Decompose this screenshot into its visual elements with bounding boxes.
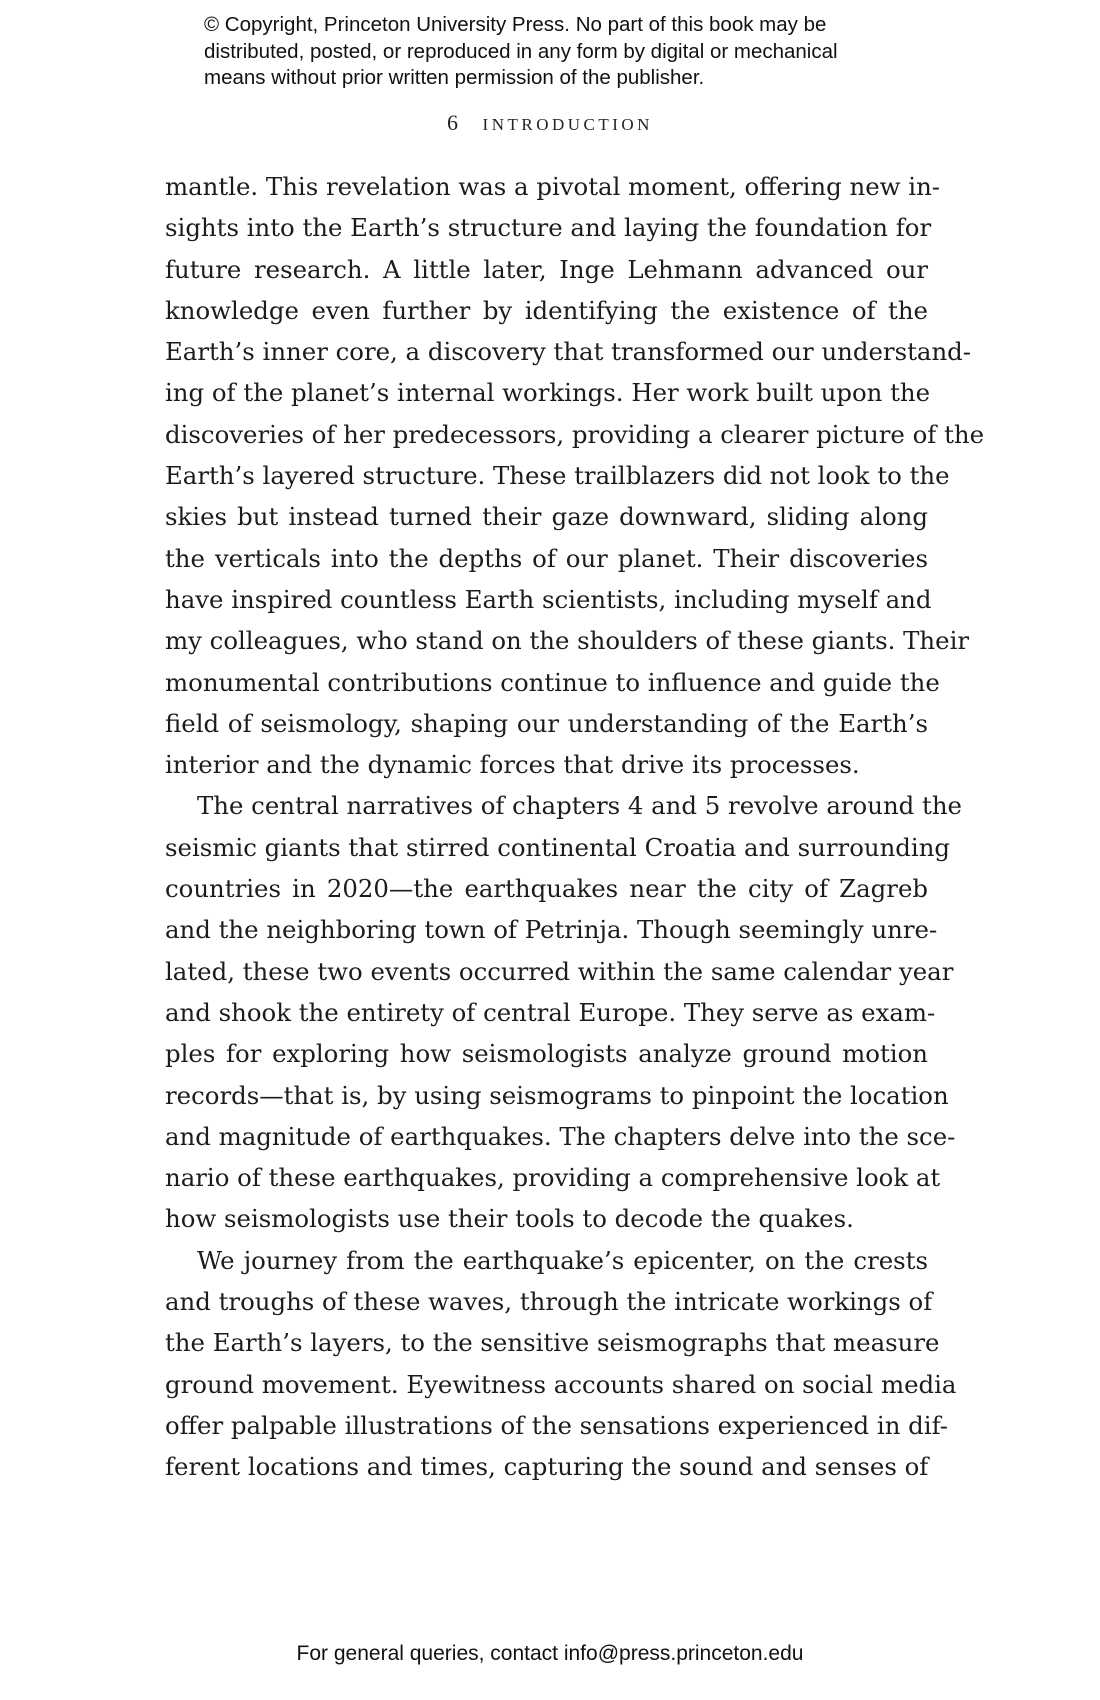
text-line: ing of the planet’s internal workings. Her work built upon the	[165, 378, 931, 408]
text-line: future research. A little later, Inge Lehmann advanced our	[165, 254, 928, 284]
text-line: offer palpable illustrations of the sensations experienced in dif-	[165, 1410, 948, 1440]
text-line: have inspired countless Earth scientists, including myself and	[165, 584, 932, 614]
text-line: lated, these two events occurred within the same calendar year	[165, 956, 954, 986]
text-line: The central narratives of chapters 4 and 5 revolve around the	[197, 791, 962, 821]
text-line: discoveries of her predecessors, providing a clearer picture of the	[165, 419, 985, 449]
text-line: and the neighboring town of Petrinja. Though seemingly unre-	[165, 915, 938, 945]
text-line: Earth’s inner core, a discovery that transformed our understand-	[165, 337, 972, 367]
text-line: skies but instead turned their gaze downward, sliding along	[165, 502, 928, 532]
text-line: monumental contributions continue to influence and guide the	[165, 667, 940, 697]
page-number: 6	[447, 110, 459, 135]
copyright-line: means without prior written permission of the publisher.	[204, 66, 705, 89]
copyright-line: distributed, posted, or reproduced in any form by digital or mechanical	[204, 39, 838, 63]
text-line: We journey from the earthquake’s epicenter, on the crests	[197, 1245, 928, 1275]
footer-contact: For general queries, contact info@press.princeton.edu	[296, 1642, 804, 1665]
text-line: seismic giants that stirred continental Croatia and surrounding	[165, 832, 951, 862]
running-head	[0, 110, 1100, 137]
text-line: interior and the dynamic forces that drive its processes.	[165, 750, 860, 780]
text-line: my colleagues, who stand on the shoulders of these giants. Their	[165, 626, 970, 656]
text-line: and magnitude of earthquakes. The chapters delve into the sce-	[165, 1121, 956, 1151]
text-line: ples for exploring how seismologists analyze ground motion	[165, 1039, 928, 1069]
text-line: how seismologists use their tools to decode the quakes.	[165, 1204, 854, 1234]
text-line: mantle. This revelation was a pivotal moment, offering new in-	[165, 172, 941, 201]
text-line: the verticals into the depths of our planet. Their discoveries	[165, 543, 928, 573]
text-line: the Earth’s layers, to the sensitive seismographs that measure	[165, 1328, 940, 1358]
text-line: sights into the Earth’s structure and laying the foundation for	[165, 213, 932, 243]
text-line: and shook the entirety of central Europe. They serve as exam-	[165, 997, 936, 1027]
text-line: countries in 2020—the earthquakes near the city of Zagreb	[165, 874, 928, 904]
copyright-notice	[204, 12, 964, 92]
body-text	[165, 166, 985, 1488]
text-line: and troughs of these waves, through the intricate workings of	[165, 1287, 933, 1317]
section-title: introduction	[482, 110, 653, 136]
text-line: field of seismology, shaping our understanding of the Earth’s	[165, 708, 928, 738]
text-line: records—that is, by using seismograms to pinpoint the location	[165, 1080, 949, 1110]
text-line: Earth’s layered structure. These trailblazers did not look to the	[165, 461, 950, 491]
text-line: knowledge even further by identifying the existence of the	[165, 295, 928, 325]
text-line: ferent locations and times, capturing the sound and senses of	[165, 1452, 929, 1482]
text-line: ground movement. Eyewitness accounts shared on social media	[165, 1369, 957, 1399]
text-line: nario of these earthquakes, providing a comprehensive look at	[165, 1163, 941, 1193]
copyright-line: © Copyright, Princeton University Press. No part of this book may be	[204, 13, 827, 36]
